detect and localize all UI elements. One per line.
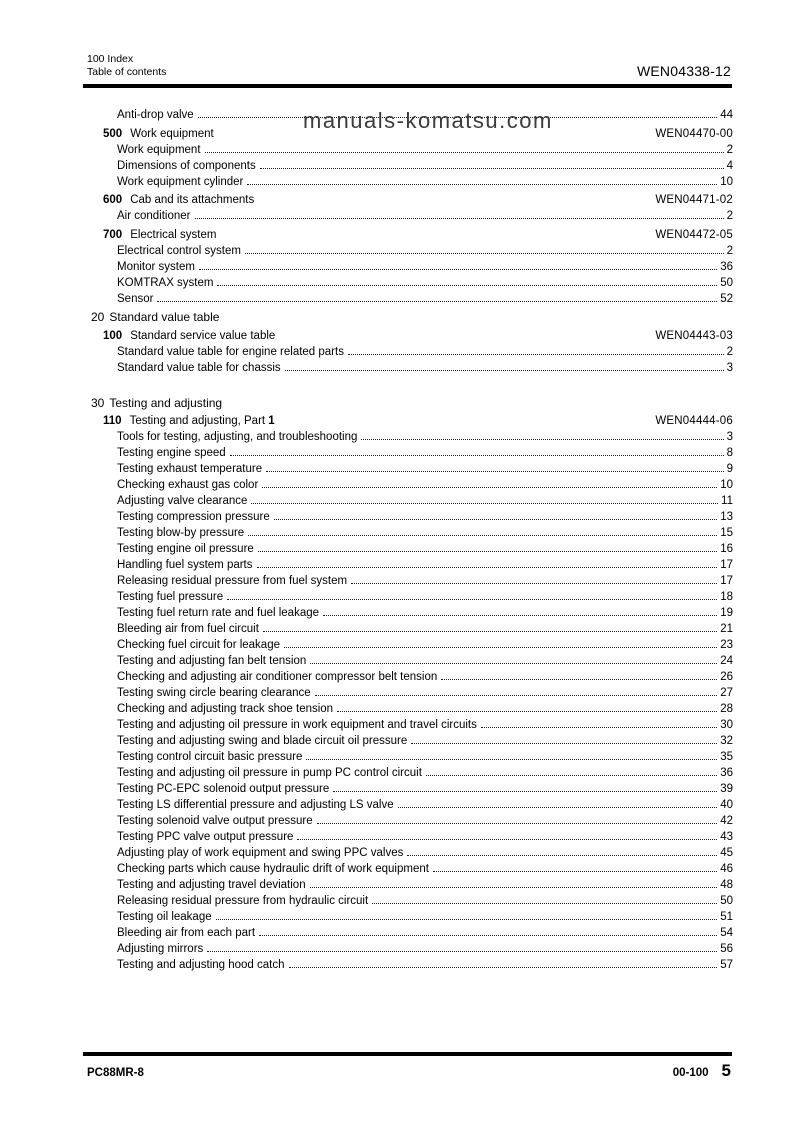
toc-page-number: 35 bbox=[720, 751, 733, 763]
dotted-leader bbox=[227, 599, 717, 600]
toc-entry-title: Standard value table for engine related parts bbox=[117, 345, 344, 358]
toc-entry bbox=[87, 525, 733, 541]
dotted-leader bbox=[317, 823, 718, 824]
toc-entry-title: Testing blow-by pressure bbox=[117, 527, 245, 539]
toc-page-number: 8 bbox=[726, 447, 733, 459]
toc-page-number: 50 bbox=[720, 276, 733, 289]
toc-entry bbox=[87, 749, 733, 765]
toc-page-number: 23 bbox=[720, 639, 733, 651]
toc-entry bbox=[87, 893, 733, 909]
dotted-leader bbox=[361, 439, 723, 440]
dotted-leader bbox=[315, 695, 718, 696]
dotted-leader bbox=[289, 967, 718, 968]
toc-entry-title: Testing engine speed bbox=[117, 447, 226, 459]
dotted-leader bbox=[323, 615, 717, 616]
toc-entry-title: Testing solenoid valve output pressure bbox=[117, 815, 313, 827]
toc-entry-title: Releasing residual pressure from hydraulic circuit bbox=[117, 895, 369, 907]
dotted-leader bbox=[351, 583, 717, 584]
dotted-leader bbox=[248, 535, 717, 536]
toc-entry-title: Testing oil leakage bbox=[117, 911, 212, 923]
toc-entry-title: Tools for testing, adjusting, and troubleshooting bbox=[117, 431, 358, 443]
dotted-leader bbox=[297, 839, 717, 840]
toc-section-heading bbox=[87, 227, 733, 243]
dotted-leader bbox=[260, 168, 724, 169]
toc-entry-title: Adjusting valve clearance bbox=[117, 495, 248, 507]
toc-page-number: 48 bbox=[720, 879, 733, 891]
toc-entry bbox=[87, 669, 733, 685]
dotted-leader bbox=[262, 487, 717, 488]
toc-page-number: 39 bbox=[720, 783, 733, 795]
footer-page-code: 00-100 bbox=[672, 1067, 709, 1079]
toc-part-number: 30 bbox=[91, 395, 105, 410]
toc-section-title: Electrical system bbox=[130, 228, 217, 241]
toc-section-title: Standard service value table bbox=[130, 329, 276, 342]
dotted-leader bbox=[306, 759, 717, 760]
toc-section-title: Testing and adjusting, Part bbox=[129, 415, 266, 427]
toc-entry-title: Checking parts which cause hydraulic drift of work equipment bbox=[117, 863, 429, 875]
footer-page-number: 5 bbox=[721, 1061, 731, 1080]
toc-entry-title: Checking exhaust gas color bbox=[117, 479, 259, 491]
toc-entry bbox=[87, 653, 733, 669]
toc-entry bbox=[87, 477, 733, 493]
dotted-leader bbox=[230, 455, 724, 456]
dotted-leader bbox=[337, 711, 717, 712]
toc-entry bbox=[87, 291, 733, 307]
page-header bbox=[87, 53, 731, 79]
dotted-leader bbox=[407, 855, 717, 856]
toc-page-number: 18 bbox=[720, 591, 733, 603]
header-section: Table of contents bbox=[87, 66, 167, 78]
toc-doc-code: WEN04470-00 bbox=[655, 127, 733, 140]
footer-rule bbox=[83, 1052, 732, 1056]
toc-page-number: 10 bbox=[720, 175, 733, 188]
dotted-leader bbox=[266, 471, 723, 472]
toc-page-number: 21 bbox=[720, 623, 733, 635]
toc-page-number: 46 bbox=[720, 863, 733, 875]
toc-page-number: 54 bbox=[720, 927, 733, 939]
toc-page-number: 42 bbox=[720, 815, 733, 827]
dotted-leader bbox=[274, 519, 717, 520]
toc-section-title: Cab and its attachments bbox=[130, 194, 255, 206]
toc-entry-title: Testing and adjusting oil pressure in pump PC control circuit bbox=[117, 767, 422, 779]
toc-entry bbox=[87, 445, 733, 461]
toc-entry bbox=[87, 685, 733, 701]
toc-entry bbox=[87, 877, 733, 893]
toc-entry-title: Releasing residual pressure from fuel system bbox=[117, 575, 348, 587]
dotted-leader bbox=[263, 631, 717, 632]
toc-section-heading bbox=[87, 192, 733, 208]
dotted-leader bbox=[348, 354, 724, 355]
toc-section-heading bbox=[87, 328, 733, 344]
toc-entry-title: Testing fuel return rate and fuel leakage bbox=[117, 607, 320, 619]
toc-page-number: 50 bbox=[720, 895, 733, 907]
toc-page-number: 44 bbox=[720, 109, 733, 121]
toc-part-heading bbox=[87, 309, 733, 325]
toc-entry bbox=[87, 243, 733, 259]
toc-section-number: 700 bbox=[103, 228, 123, 241]
header-doc-code: WEN04338-12 bbox=[636, 63, 731, 79]
toc-page-number: 3 bbox=[726, 431, 733, 443]
toc-entry bbox=[87, 861, 733, 877]
toc-page-number: 17 bbox=[720, 559, 733, 571]
toc-page-number: 26 bbox=[720, 671, 733, 683]
toc-entry-title: KOMTRAX system bbox=[117, 276, 214, 289]
dotted-leader bbox=[398, 807, 718, 808]
toc-entry bbox=[87, 344, 733, 360]
dotted-leader bbox=[310, 663, 717, 664]
dotted-leader bbox=[157, 301, 717, 302]
toc-entry bbox=[87, 589, 733, 605]
toc-entry bbox=[87, 909, 733, 925]
toc-entry bbox=[87, 541, 733, 557]
toc-entry-title: Bleeding air from fuel circuit bbox=[117, 623, 259, 635]
dotted-leader bbox=[441, 679, 717, 680]
toc-entry-title: Work equipment cylinder bbox=[117, 175, 244, 188]
toc-section-title: Work equipment bbox=[130, 127, 214, 140]
toc-entry bbox=[87, 557, 733, 573]
toc-entry-title: Testing exhaust temperature bbox=[117, 463, 263, 475]
dotted-leader bbox=[195, 218, 724, 219]
toc-page-number: 56 bbox=[720, 943, 733, 955]
footer-model: PC88MR-8 bbox=[87, 1067, 144, 1079]
dotted-leader bbox=[285, 370, 724, 371]
dotted-leader bbox=[217, 285, 717, 286]
toc-entry-title: Testing PC-EPC solenoid output pressure bbox=[117, 783, 330, 795]
toc-entry-title: Checking and adjusting track shoe tension bbox=[117, 703, 334, 715]
toc-page-number: 9 bbox=[726, 463, 733, 475]
toc-entry-title: Anti-drop valve bbox=[117, 109, 194, 121]
toc-entry bbox=[87, 829, 733, 845]
toc-entry-title: Testing and adjusting fan belt tension bbox=[117, 655, 307, 667]
toc-entry-title: Testing PPC valve output pressure bbox=[117, 831, 294, 843]
toc-page-number: 24 bbox=[720, 655, 733, 667]
toc-entry-title: Testing and adjusting oil pressure in work equipment and travel circuits bbox=[117, 719, 477, 731]
toc-doc-code: WEN04471-02 bbox=[655, 194, 733, 206]
toc-entry-title: Electrical control system bbox=[117, 244, 241, 257]
toc-part-heading bbox=[87, 395, 733, 411]
toc-entry-title: Adjusting mirrors bbox=[117, 943, 204, 955]
toc-page-number: 15 bbox=[720, 527, 733, 539]
toc-entry bbox=[87, 461, 733, 477]
toc-entry bbox=[87, 509, 733, 525]
toc-entry-title: Testing swing circle bearing clearance bbox=[117, 687, 311, 699]
toc-entry bbox=[87, 797, 733, 813]
toc-entry bbox=[87, 208, 733, 224]
toc-page-number: 28 bbox=[720, 703, 733, 715]
toc-entry bbox=[87, 174, 733, 190]
toc-entry-title: Testing engine oil pressure bbox=[117, 543, 254, 555]
toc-page-number: 17 bbox=[720, 575, 733, 587]
toc-section-number: 500 bbox=[103, 127, 123, 140]
dotted-leader bbox=[481, 727, 717, 728]
dotted-leader bbox=[433, 871, 717, 872]
toc-entry-title: Sensor bbox=[117, 292, 154, 305]
dotted-leader bbox=[207, 951, 717, 952]
toc-entry bbox=[87, 845, 733, 861]
dotted-leader bbox=[205, 152, 724, 153]
toc-entry bbox=[87, 573, 733, 589]
dotted-leader bbox=[216, 919, 718, 920]
toc-entry bbox=[87, 925, 733, 941]
toc-part-number: 20 bbox=[91, 310, 105, 324]
header-rule bbox=[83, 84, 732, 88]
toc-list bbox=[87, 107, 733, 973]
toc-page-number: 16 bbox=[720, 543, 733, 555]
toc-section-number: 600 bbox=[103, 194, 123, 206]
toc-page-number: 10 bbox=[720, 479, 733, 491]
toc-entry bbox=[87, 259, 733, 275]
toc-entry-title: Checking fuel circuit for leakage bbox=[117, 639, 280, 651]
toc-page-number: 51 bbox=[720, 911, 733, 923]
toc-entry bbox=[87, 765, 733, 781]
dotted-leader bbox=[411, 743, 717, 744]
toc-section-number: 110 bbox=[103, 415, 122, 427]
toc-entry-title: Bleeding air from each part bbox=[117, 927, 256, 939]
toc-entry-title: Work equipment bbox=[117, 143, 201, 156]
dotted-leader bbox=[245, 253, 724, 254]
toc-entry bbox=[87, 158, 733, 174]
toc-page-number: 13 bbox=[720, 511, 733, 523]
toc-part-title: Standard value table bbox=[109, 310, 220, 324]
toc-page-number: 32 bbox=[720, 735, 733, 747]
dotted-leader bbox=[251, 503, 718, 504]
header-left bbox=[87, 53, 166, 79]
dotted-leader bbox=[310, 887, 718, 888]
toc-part-title: Testing and adjusting bbox=[109, 395, 223, 410]
toc-page-number: 45 bbox=[720, 847, 733, 859]
toc-entry bbox=[87, 605, 733, 621]
toc-entry bbox=[87, 360, 733, 376]
toc-entry bbox=[87, 429, 733, 445]
toc-page-number: 4 bbox=[726, 159, 733, 172]
toc-entry-title: Dimensions of components bbox=[117, 159, 256, 172]
dotted-leader bbox=[333, 791, 717, 792]
footer-page-ref bbox=[673, 1061, 731, 1081]
toc-page-number: 36 bbox=[720, 260, 733, 273]
toc-page-number: 52 bbox=[720, 292, 733, 305]
toc-page-number: 27 bbox=[720, 687, 733, 699]
toc-doc-code: WEN04443-03 bbox=[655, 329, 733, 342]
toc-entry-title: Testing LS differential pressure and adjusting LS valve bbox=[117, 799, 394, 811]
dotted-leader bbox=[258, 551, 717, 552]
toc-section-number: 100 bbox=[103, 329, 123, 342]
toc-entry-title: Standard value table for chassis bbox=[117, 361, 281, 374]
toc-page-number: 2 bbox=[726, 244, 733, 257]
toc-doc-code: WEN04472-05 bbox=[655, 228, 733, 241]
toc-doc-code: WEN04444-06 bbox=[655, 415, 733, 427]
dotted-leader bbox=[259, 935, 717, 936]
toc-entry-title: Testing and adjusting swing and blade circuit oil pressure bbox=[117, 735, 408, 747]
dotted-leader bbox=[199, 269, 717, 270]
toc-section-heading bbox=[87, 413, 733, 429]
toc-entry-title: Testing and adjusting hood catch bbox=[117, 959, 285, 971]
toc-page-number: 30 bbox=[720, 719, 733, 731]
toc-page-number: 2 bbox=[726, 345, 733, 358]
toc-entry bbox=[87, 637, 733, 653]
toc-entry bbox=[87, 621, 733, 637]
page-footer bbox=[87, 1061, 731, 1081]
toc-page-number: 2 bbox=[726, 143, 733, 156]
toc-entry bbox=[87, 941, 733, 957]
toc-entry bbox=[87, 275, 733, 291]
toc-page-number: 36 bbox=[720, 767, 733, 779]
toc-entry bbox=[87, 701, 733, 717]
toc-page-number: 19 bbox=[720, 607, 733, 619]
toc-entry bbox=[87, 493, 733, 509]
toc-entry-title: Handling fuel system parts bbox=[117, 559, 253, 571]
toc-entry bbox=[87, 717, 733, 733]
header-chapter: 100 Index bbox=[87, 53, 134, 65]
dotted-leader bbox=[284, 647, 717, 648]
toc-entry-title: Testing control circuit basic pressure bbox=[117, 751, 303, 763]
toc-entry-title: Testing and adjusting travel deviation bbox=[117, 879, 306, 891]
dotted-leader bbox=[247, 184, 717, 185]
toc-page-number: 2 bbox=[726, 210, 733, 222]
toc-section-title-bold: 1 bbox=[265, 415, 275, 427]
toc-page-number: 57 bbox=[720, 959, 733, 971]
dotted-leader bbox=[257, 567, 718, 568]
toc-entry bbox=[87, 957, 733, 973]
watermark: manuals-komatsu.com bbox=[303, 108, 553, 133]
toc-page-number: 3 bbox=[726, 361, 733, 374]
toc-page-number: 40 bbox=[720, 799, 733, 811]
toc-entry-title: Air conditioner bbox=[117, 210, 191, 222]
toc-entry bbox=[87, 813, 733, 829]
toc-entry bbox=[87, 733, 733, 749]
toc-entry-title: Adjusting play of work equipment and swing PPC valves bbox=[117, 847, 404, 859]
toc-entry-title: Monitor system bbox=[117, 260, 195, 273]
toc-page-number: 11 bbox=[721, 495, 733, 507]
toc-entry-title: Testing fuel pressure bbox=[117, 591, 224, 603]
toc-entry bbox=[87, 142, 733, 158]
dotted-leader bbox=[372, 903, 717, 904]
toc-entry-title: Testing compression pressure bbox=[117, 511, 270, 523]
dotted-leader bbox=[426, 775, 717, 776]
toc-entry-title: Checking and adjusting air conditioner compressor belt tension bbox=[117, 671, 438, 683]
toc-page-number: 43 bbox=[720, 831, 733, 843]
toc-entry bbox=[87, 781, 733, 797]
